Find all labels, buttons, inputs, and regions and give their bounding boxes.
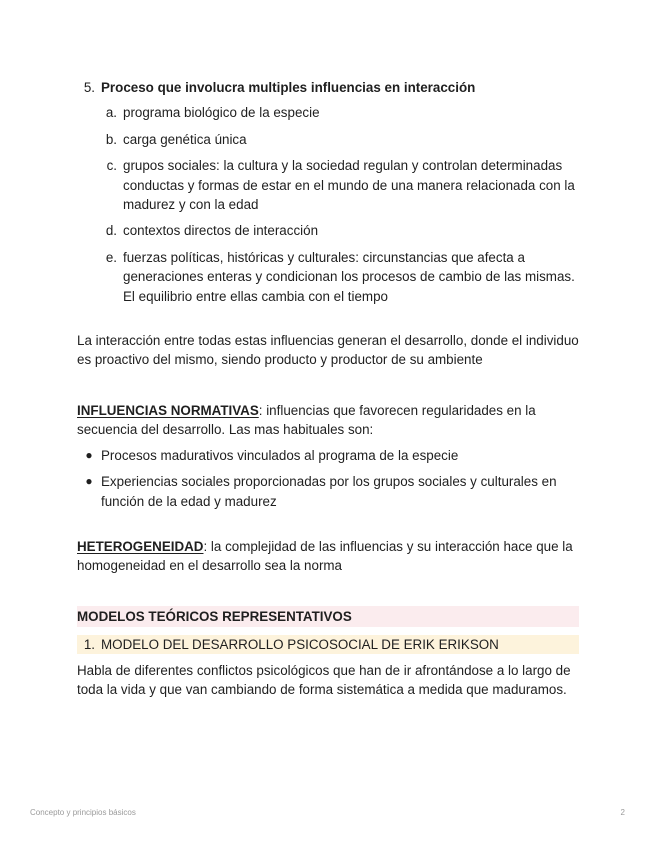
- normativas-definition: : influencias que favorecen regularidades en la secuencia del desarrollo. Las mas habituales son:: [77, 402, 536, 438]
- footer-section-title: Concepto y principios básicos: [30, 808, 136, 817]
- list-item-text: carga genética única: [123, 131, 247, 147]
- erikson-model-title: MODELO DEL DESARROLLO PSICOSOCIAL DE ERIK ERIKSON: [101, 636, 499, 652]
- heterogeneidad-definition: : la complejidad de las influencias y su interacción hace que la homogeneidad en el desarrollo sea la norma: [77, 538, 573, 574]
- list-number: 1.: [83, 636, 95, 652]
- list-item-text: fuerzas políticas, históricas y culturales: circunstancias que afecta a generaciones enteras y condicionan los procesos de cambio de las mismas. El equilibrio entre ellas cambia con el tiempo: [123, 249, 575, 304]
- heterogeneidad-term: HETEROGENEIDAD: [77, 538, 204, 554]
- heterogeneidad-paragraph: [77, 537, 579, 576]
- list-item: [77, 130, 579, 149]
- list-item-text: contextos directos de interacción: [123, 223, 319, 239]
- erikson-description: Habla de diferentes conflictos psicológicos que han de ir afrontándose a lo largo de toda la vida y que van cambiando de forma sistemática a medida que maduramos.: [77, 662, 571, 698]
- document-page: [77, 78, 579, 700]
- normativas-bullets: [77, 446, 579, 511]
- bullet-text: Experiencias sociales proporcionadas por los grupos sociales y culturales en función de la edad y madurez: [101, 474, 557, 509]
- list-letter: d.: [105, 223, 117, 239]
- interaction-paragraph: La interacción entre todas estas influencias generan el desarrollo, donde el individuo es proactivo del mismo, siendo producto y productor de su ambiente: [77, 333, 579, 368]
- bullet-dot-icon: ●: [85, 447, 93, 462]
- list-item: [77, 221, 579, 240]
- list-letter: c.: [106, 158, 117, 174]
- list-item-text: programa biológico de la especie: [123, 105, 320, 121]
- bullet-item: [77, 472, 579, 511]
- list-item: [77, 103, 579, 122]
- list-letter: b.: [105, 131, 117, 147]
- normativas-paragraph: [77, 401, 579, 440]
- list-number: 5.: [83, 80, 95, 95]
- bullet-item: [77, 446, 579, 465]
- list-item: [77, 156, 579, 214]
- models-heading: MODELOS TEÓRICOS REPRESENTATIVOS: [77, 606, 579, 627]
- list-letter: e.: [105, 249, 117, 265]
- normativas-term: INFLUENCIAS NORMATIVAS: [77, 402, 259, 418]
- footer-page-number: 2: [620, 808, 625, 817]
- section-5-heading: [77, 78, 579, 97]
- bullet-dot-icon: ●: [85, 474, 93, 489]
- bullet-text: Procesos madurativos vinculados al programa de la especie: [101, 447, 459, 463]
- list-item-text: grupos sociales: la cultura y la sociedad regulan y controlan determinadas conductas y formas de estar en el mundo de una manera relacionada con la madurez y con la edad: [123, 158, 575, 213]
- list-letter: a.: [105, 105, 117, 121]
- section-5-title: Proceso que involucra multiples influencias en interacción: [101, 80, 476, 95]
- list-item: [77, 248, 579, 306]
- influences-sublist: [77, 103, 579, 306]
- erikson-model-heading: [77, 635, 579, 654]
